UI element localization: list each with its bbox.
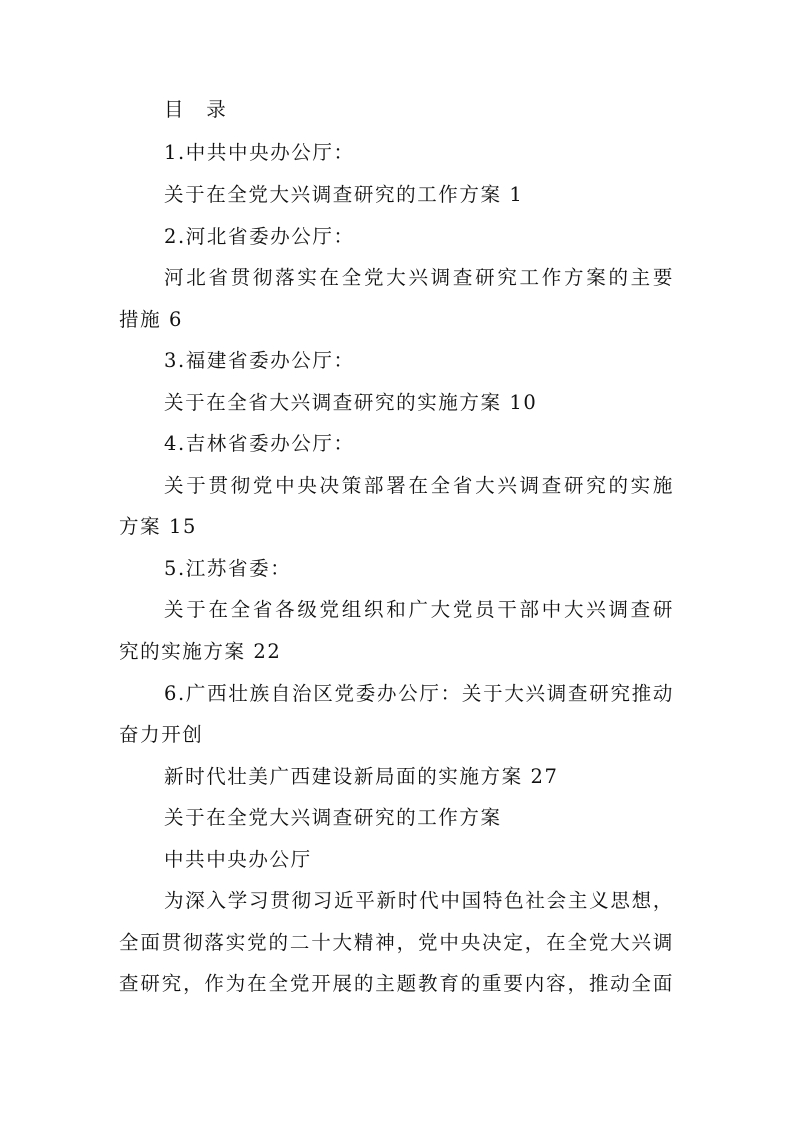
toc-entry-2-org: 2.河北省委办公厅： [164, 225, 355, 248]
body-paragraph-line: 全面贯彻落实党的二十大精神，党中央决定，在全党大兴调 [119, 931, 674, 954]
toc-entry-3-org: 3.福建省委办公厅： [164, 349, 355, 372]
toc-entry-5-title-cont: 究的实施方案 22 [119, 640, 282, 663]
toc-entry-4-title: 关于贯彻党中央决策部署在全省大兴调查研究的实施 [164, 474, 674, 497]
toc-entry-6-org-cont: 奋力开创 [119, 723, 204, 746]
toc-entry-1-title: 关于在全党大兴调查研究的工作方案 1 [164, 183, 524, 206]
toc-entry-4-title-cont: 方案 15 [119, 515, 198, 538]
toc-entry-3-title: 关于在全省大兴调查研究的实施方案 10 [164, 391, 538, 414]
body-paragraph-line: 为深入学习贯彻习近平新时代中国特色社会主义思想， [164, 889, 674, 912]
document-issuer: 中共中央办公厅 [164, 848, 312, 871]
toc-entry-5-org: 5.江苏省委： [164, 557, 292, 580]
toc-entry-5-title: 关于在全省各级党组织和广大党员干部中大兴调查研 [164, 598, 674, 621]
toc-heading: 目 录 [164, 98, 228, 121]
toc-entry-6-org: 6.广西壮族自治区党委办公厅：关于大兴调查研究推动 [164, 682, 674, 705]
toc-entry-4-org: 4.吉林省委办公厅： [164, 432, 355, 455]
toc-entry-2-title-cont: 措施 6 [119, 308, 184, 331]
toc-entry-1-org: 1.中共中央办公厅： [164, 141, 355, 164]
toc-entry-6-title: 新时代壮美广西建设新局面的实施方案 27 [164, 765, 559, 788]
toc-entry-2-title: 河北省贯彻落实在全党大兴调查研究工作方案的主要 [164, 266, 674, 289]
document-title: 关于在全党大兴调查研究的工作方案 [164, 806, 502, 829]
body-paragraph-line: 查研究，作为在全党开展的主题教育的重要内容，推动全面 [119, 972, 674, 995]
